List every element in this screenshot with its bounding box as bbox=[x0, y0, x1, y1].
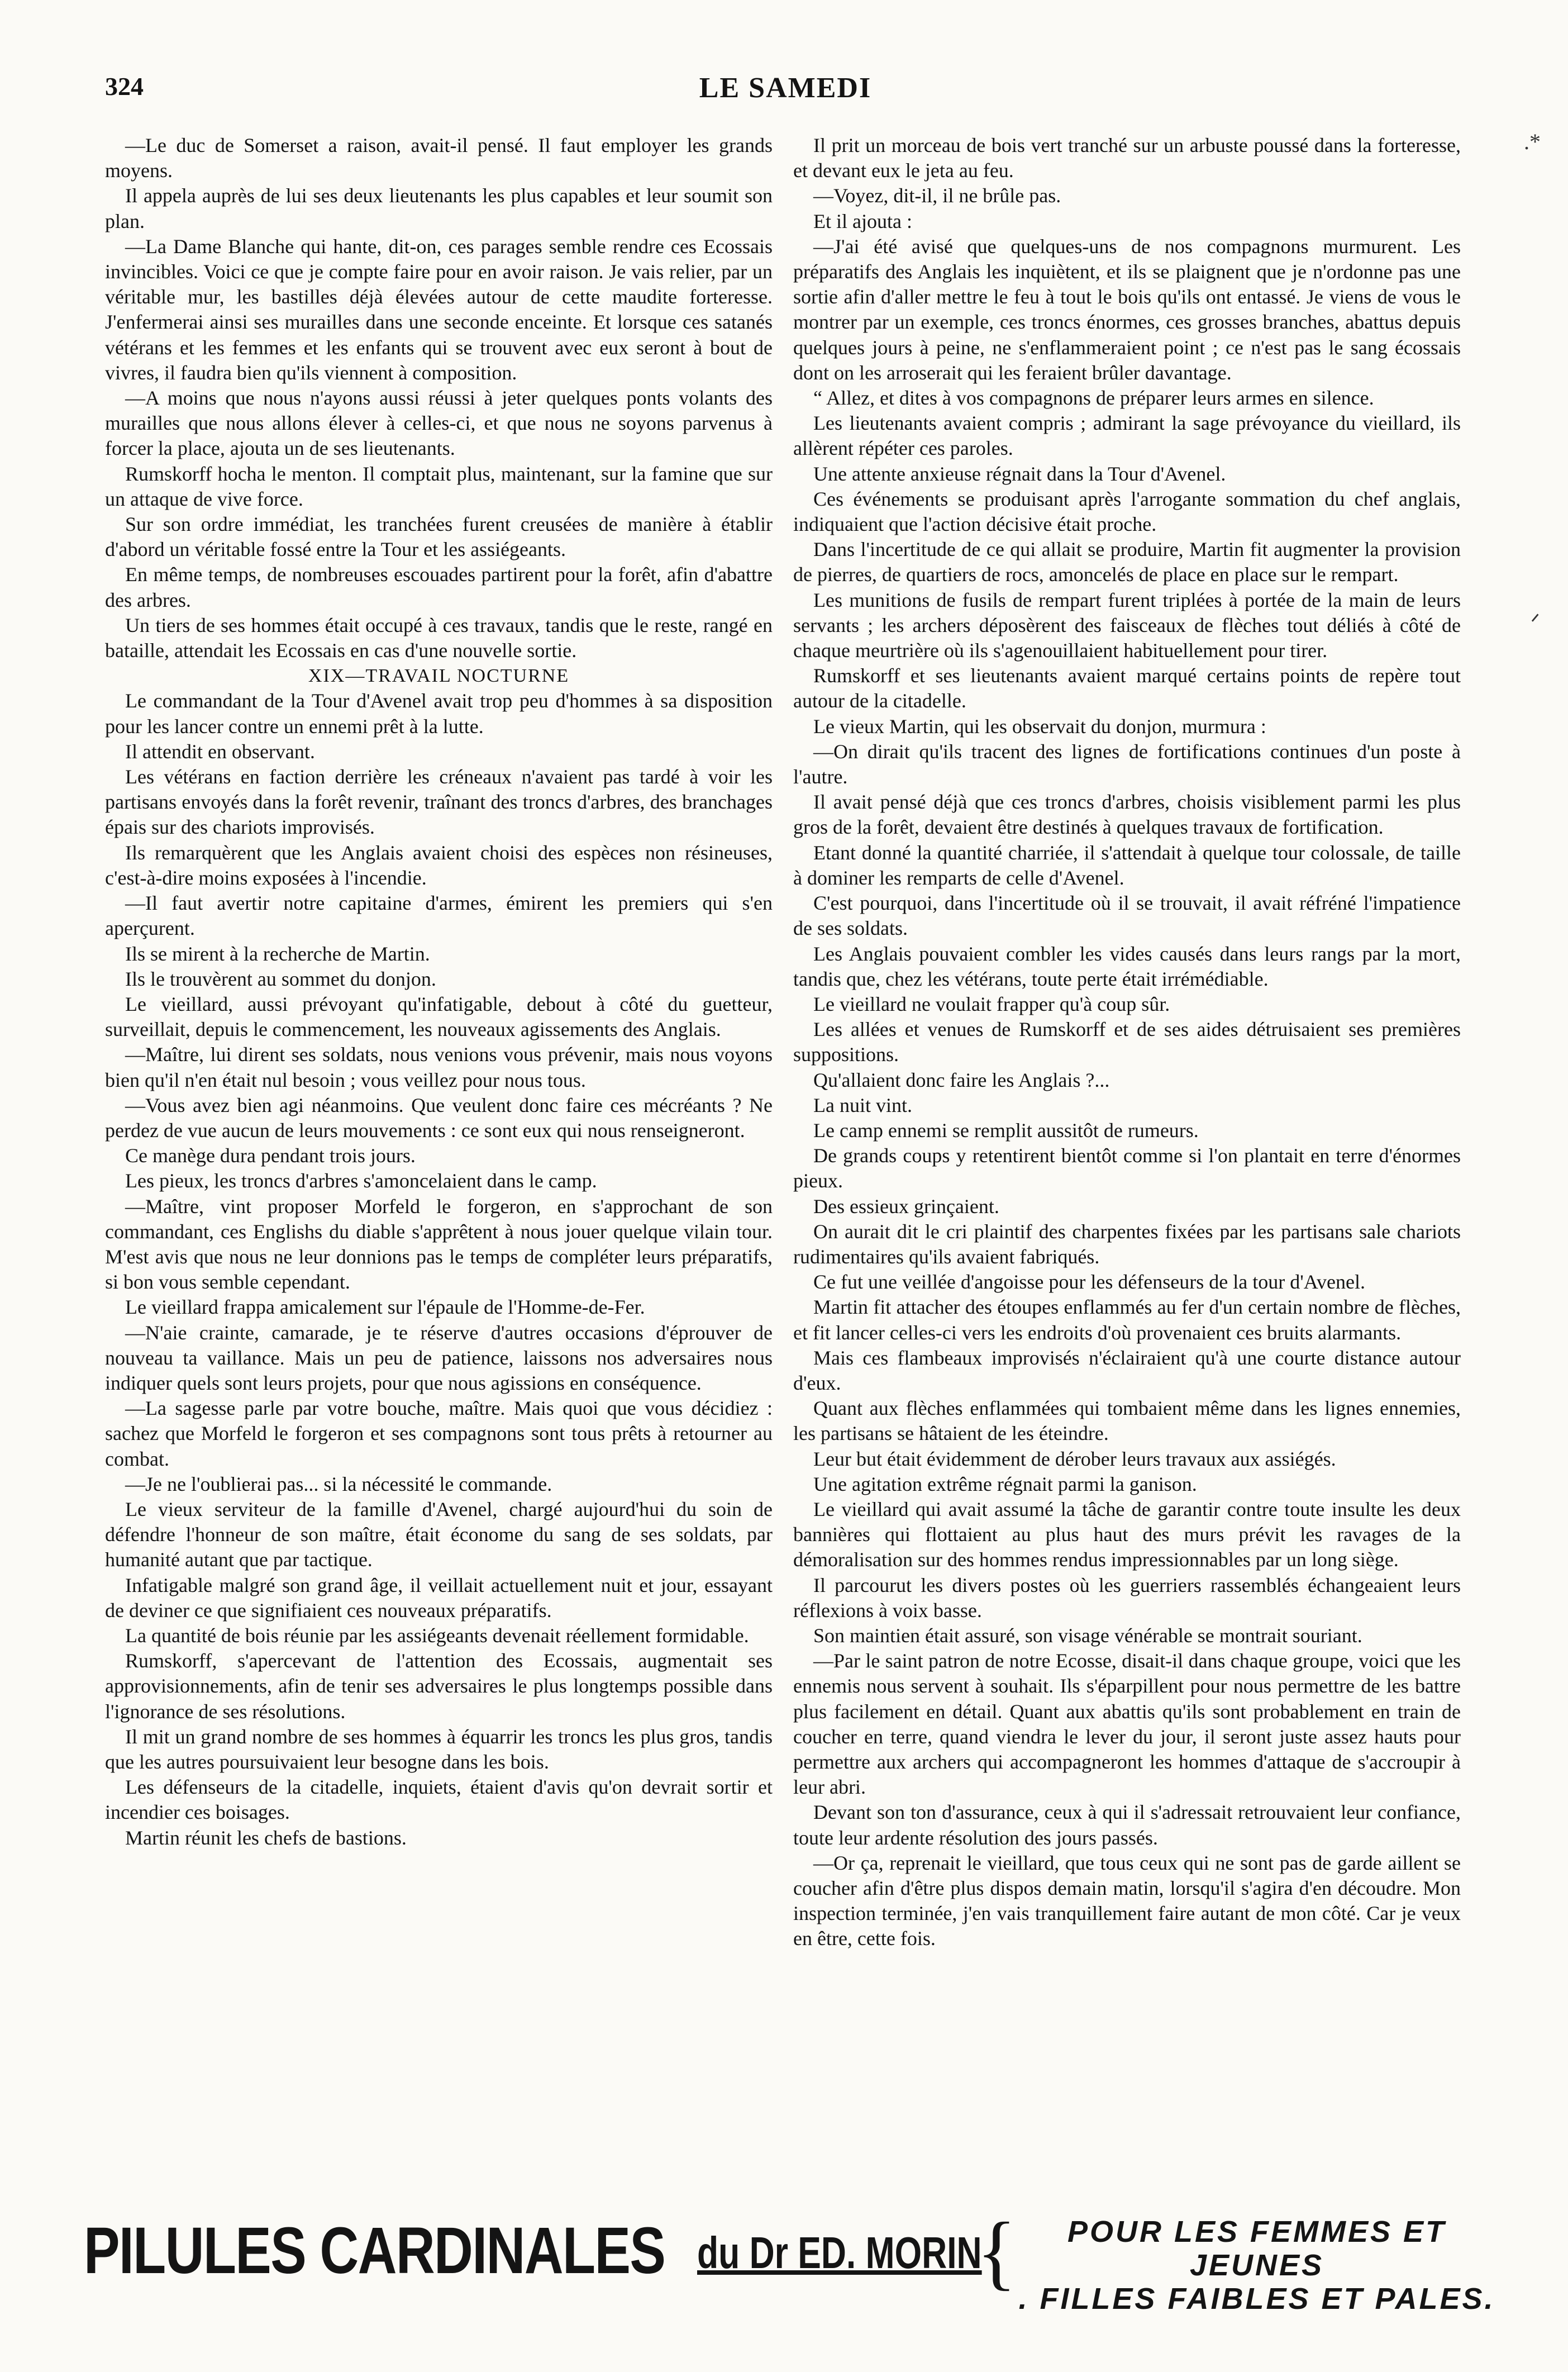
paragraph: Ce fut une veillée d'angoisse pour les défenseurs de la tour d'Avenel. bbox=[813, 1271, 1365, 1294]
paragraph: Sur son ordre immédiat, les tranchées furent creusées de manière à établir d'abord un véritable fossé entre la Tour et les assiégeants. bbox=[105, 513, 773, 561]
paragraph: Les pieux, les troncs d'arbres s'amoncelaient dans le camp. bbox=[125, 1170, 597, 1192]
paragraph: Les allées et venues de Rumskorff et de ses aides détruisaient ses premières suppositions. bbox=[793, 1018, 1461, 1066]
paragraph: Il parcourut les divers postes où les guerriers rassemblés échangeaient leurs réflexions à voix basse. bbox=[793, 1574, 1461, 1622]
paragraph: Rumskorff hocha le menton. Il comptait plus, maintenant, sur la famine que sur un attaque de vive force. bbox=[105, 462, 773, 510]
paragraph: Qu'allaient donc faire les Anglais ?... bbox=[813, 1068, 1110, 1091]
paragraph: Le vieux serviteur de la famille d'Avenel, chargé aujourd'hui du soin de défendre l'honneur de son maître, était économe du sang de ses soldats, par humanité autant que par tactique. bbox=[105, 1498, 773, 1571]
paragraph: Infatigable malgré son grand âge, il veillait actuellement nuit et jour, essayant de deviner ce que signifiaient ces nouveaux préparatifs. bbox=[105, 1574, 773, 1622]
paragraph: Ils remarquèrent que les Anglais avaient choisi des espèces non résineuses, c'est-à-dire moins exposées à l'incendie. bbox=[105, 841, 773, 889]
paragraph: Le commandant de la Tour d'Avenel avait trop peu d'hommes à sa disposition pour les lancer contre un ennemi prêt à la lutte. bbox=[105, 690, 773, 738]
paragraph: Les Anglais pouvaient combler les vides causés dans leurs rangs par la mort, tandis que, chez les vétérans, toute perte était irrémédiable. bbox=[793, 942, 1461, 990]
paragraph: —La Dame Blanche qui hante, dit-on, ces parages semble rendre ces Ecossais invincibles. Voici ce que je compte faire pour en avoir raison. Je vais relier, par un véritable mur, les bastilles déjà élevées autour de cette maudite forteresse. J'enfermerai ainsi ses murailles dans une seconde enceinte. Et lorsque ces satanés vétérans et les femmes et les enfants qui se trouvent avec eux seront à bout de vivres, il faudra bien qu'ils viennent à composition. bbox=[105, 235, 773, 384]
paragraph: —Il faut avertir notre capitaine d'armes, émirent les premiers qui s'en aperçurent. bbox=[105, 892, 773, 940]
margin-mark: .* bbox=[1524, 129, 1541, 154]
paragraph: Rumskorff et ses lieutenants avaient marqué certains points de repère tout autour de la citadelle. bbox=[793, 664, 1461, 712]
paragraph: Mais ces flambeaux improvisés n'éclairaient qu'à une courte distance autour d'eux. bbox=[793, 1346, 1461, 1394]
paragraph: En même temps, de nombreuses escouades partirent pour la forêt, afin d'abattre des arbres. bbox=[105, 563, 773, 611]
paragraph: —N'aie crainte, camarade, je te réserve d'autres occasions d'éprouver de nouveau ta vaillance. Mais un peu de patience, laissons nos adversaires nous indiquer quels sont leurs projets, pour que nous agissions en conséquence. bbox=[105, 1321, 773, 1394]
paragraph: Ces événements se produisant après l'arrogante sommation du chef anglais, indiquaient que l'action décisive était proche. bbox=[793, 487, 1461, 536]
paragraph: On aurait dit le cri plaintif des charpentes fixées par les partisans sale chariots rudimentaires qu'ils avaient fabriqués. bbox=[793, 1220, 1461, 1268]
paragraph: —On dirait qu'ils tracent des lignes de fortifications continues d'un poste à l'autre. bbox=[793, 740, 1461, 788]
paragraph: —Je ne l'oublierai pas... si la nécessité le commande. bbox=[125, 1472, 552, 1495]
paragraph: Il mit un grand nombre de ses hommes à équarrir les troncs les plus gros, tandis que les autres poursuivaient leur besogne dans les bois. bbox=[105, 1725, 773, 1773]
paragraph: —La sagesse parle par votre bouche, maître. Mais quoi que vous décidiez : sachez que Morfeld le forgeron et ses compagnons sont tous prêts à retourner au combat. bbox=[105, 1397, 773, 1470]
margin-mark: ᐟ bbox=[1531, 610, 1540, 635]
paragraph: Il avait pensé déjà que ces troncs d'arbres, choisis visiblement parmi les plus gros de la forêt, devaient être destinés à quelques travaux de fortification. bbox=[793, 791, 1461, 839]
paragraph: Ce manège dura pendant trois jours. bbox=[125, 1144, 416, 1167]
ad-tagline-line-1: POUR LES FEMMES ET JEUNES bbox=[1067, 2215, 1447, 2282]
paragraph: —A moins que nous n'ayons aussi réussi à jeter quelques ponts volants des murailles que nous allons élever à celles-ci, et que nous ne soyons parvenus à forcer la place, ajouta un de ses lieutenants. bbox=[105, 387, 773, 460]
paragraph: Il appela auprès de lui ses deux lieutenants les plus capables et leur soumit son plan. bbox=[105, 184, 773, 232]
ad-maker-name: du Dr ED. MORIN bbox=[697, 2228, 982, 2278]
right-column bbox=[793, 133, 1461, 1952]
page-number: 324 bbox=[105, 72, 144, 101]
paragraph: Martin fit attacher des étoupes enflammés au fer d'un certain nombre de flèches, et fit lancer celles-ci vers les endroits d'où provenaient ces bruits alarmants. bbox=[793, 1296, 1461, 1344]
paragraph: Une agitation extrême régnait parmi la ganison. bbox=[813, 1472, 1197, 1495]
paragraph: De grands coups y retentirent bientôt comme si l'on plantait en terre d'énormes pieux. bbox=[793, 1144, 1461, 1192]
paragraph: Dans l'incertitude de ce qui allait se produire, Martin fit augmenter la provision de pierres, de quartiers de rocs, amoncelés de place en place sur le rempart. bbox=[793, 538, 1461, 586]
paragraph: C'est pourquoi, dans l'incertitude où il se trouvait, il avait réfréné l'impatience de ses soldats. bbox=[793, 892, 1461, 940]
paragraph: Un tiers de ses hommes était occupé à ces travaux, tandis que le reste, rangé en bataille, attendait les Ecossais en cas d'une nouvelle sortie. bbox=[105, 614, 773, 662]
paragraph: Ils se mirent à la recherche de Martin. bbox=[125, 942, 430, 965]
paragraph: Les vétérans en faction derrière les créneaux n'avaient pas tardé à voir les partisans envoyés dans la forêt revenir, traînant des troncs d'arbres, des branchages épais sur des chariots improvisés. bbox=[105, 766, 773, 839]
paragraph: —Voyez, dit-il, il ne brûle pas. bbox=[813, 184, 1061, 207]
paragraph: —Or ça, reprenait le vieillard, que tous ceux qui ne sont pas de garde aillent se coucher afin d'être plus dispos demain matin, lorsqu'il s'agira d'en découdre. Mon inspection terminée, j'en vais tranquillement faire autant de mon côté. Car je veux en être, cette fois. bbox=[793, 1851, 1461, 1950]
paragraph: “ Allez, et dites à vos compagnons de préparer leurs armes en silence. bbox=[813, 387, 1374, 410]
paragraph: Une attente anxieuse régnait dans la Tour d'Avenel. bbox=[813, 462, 1226, 485]
page-header bbox=[105, 72, 1466, 116]
paragraph: Il attendit en observant. bbox=[125, 740, 315, 763]
paragraph: —Le duc de Somerset a raison, avait-il pensé. Il faut employer les grands moyens. bbox=[105, 134, 773, 182]
paragraph: Le vieillard, aussi prévoyant qu'infatigable, debout à côté du guetteur, surveillait, depuis le commencement, les nouveaux agissements des Anglais. bbox=[105, 992, 773, 1041]
paragraph: Le vieux Martin, qui les observait du donjon, murmura : bbox=[813, 715, 1266, 738]
advertisement-banner bbox=[84, 2205, 1503, 2316]
paragraph: Des essieux grinçaient. bbox=[813, 1195, 999, 1218]
paragraph: La nuit vint. bbox=[813, 1094, 912, 1116]
paragraph: Le camp ennemi se remplit aussitôt de rumeurs. bbox=[813, 1119, 1199, 1142]
paragraph: —Maître, lui dirent ses soldats, nous venions vous prévenir, mais nous voyons bien qu'il n'en était nul besoin ; vous veillez pour nous tous. bbox=[105, 1043, 773, 1091]
paragraph: Martin réunit les chefs de bastions. bbox=[125, 1826, 407, 1849]
paragraph: Les lieutenants avaient compris ; admirant la sage prévoyance du vieillard, ils allèrent répéter ces paroles. bbox=[793, 412, 1461, 460]
paragraph: Les défenseurs de la citadelle, inquiets, étaient d'avis qu'on devrait sortir et incendier ces boisages. bbox=[105, 1776, 773, 1824]
left-column bbox=[105, 133, 773, 1851]
paragraph: Il prit un morceau de bois vert tranché sur un arbuste poussé dans la forteresse, et devant eux le jeta au feu. bbox=[793, 134, 1461, 182]
paragraph: Le vieillard qui avait assumé la tâche de garantir contre toute insulte les deux bannières qui flottaient au plus haut des murs prévit les ravages de la démoralisation sur des hommes rendus impressionnables par un long siège. bbox=[793, 1498, 1461, 1571]
paragraph: —Vous avez bien agi néanmoins. Que veulent donc faire ces mécréants ? Ne perdez de vue aucun de leurs mouvements : ce sont eux qui nous renseigneront. bbox=[105, 1094, 773, 1142]
paragraph: —Maître, vint proposer Morfeld le forgeron, en s'approchant de son commandant, ces Englishs du diable s'apprêtent à nous jouer quelque vilain tour. M'est avis que nous ne leur donnions pas le temps de compléter leurs préparatifs, si bon vous semble cependant. bbox=[105, 1195, 773, 1294]
paragraph: Son maintien était assuré, son visage vénérable se montrait souriant. bbox=[813, 1624, 1362, 1647]
paragraph: Ils le trouvèrent au sommet du donjon. bbox=[125, 967, 436, 990]
ad-brace: { bbox=[976, 2205, 1017, 2298]
paragraph: La quantité de bois réunie par les assiégeants devenait réellement formidable. bbox=[125, 1624, 749, 1647]
paragraph: Quant aux flèches enflammées qui tombaient même dans les lignes ennemies, les partisans se hâtaient de les éteindre. bbox=[793, 1397, 1461, 1445]
ad-tagline-line-2: . FILLES FAIBLES ET PALES. bbox=[1018, 2282, 1495, 2316]
ad-tagline bbox=[1011, 2215, 1503, 2316]
paragraph: —J'ai été avisé que quelques-uns de nos compagnons murmurent. Les préparatifs des Anglais les inquiètent, et ils se plaignent que je n'ordonne pas une sortie afin d'aller mettre le feu à tout le bois qu'ils ont entassé. Je viens de vous le montrer par un exemple, ces troncs énormes, ces grosses branches, abattus depuis quelques jours à peine, ne s'enflammeraient point ; ce n'est pas le sang écossais dont on les arroserait qui les feraient brûler davantage. bbox=[793, 235, 1461, 384]
journal-title: LE SAMEDI bbox=[699, 72, 872, 104]
paragraph: Le vieillard ne voulait frapper qu'à coup sûr. bbox=[813, 992, 1170, 1015]
paragraph: —Par le saint patron de notre Ecosse, disait-il dans chaque groupe, voici que les ennemis nous servent à souhait. Ils s'éparpillent pour nous permettre de les battre plus facilement en détail. Quant aux abattis qu'ils sont probablement en train de coucher en terre, quand viendra le lever du jour, il seront juste assez hauts pour permettre aux archers qui accompagneront les hommes d'attaque de s'accroupir à leur abri. bbox=[793, 1650, 1461, 1799]
ad-product-name: PILULES CARDINALES bbox=[84, 2214, 665, 2288]
chapter-heading: XIX—TRAVAIL NOCTURNE bbox=[308, 666, 570, 687]
paragraph: Devant son ton d'assurance, ceux à qui il s'adressait retrouvaient leur confiance, toute leur ardente résolution des jours passés. bbox=[793, 1801, 1461, 1849]
paragraph: Et il ajouta : bbox=[813, 210, 912, 232]
paragraph: Rumskorff, s'apercevant de l'attention des Ecossais, augmentait ses approvisionnements, afin de tenir ses adversaires le plus longtemps possible dans l'ignorance de ses résolutions. bbox=[105, 1650, 773, 1723]
paragraph: Etant donné la quantité charriée, il s'attendait à quelque tour colossale, de taille à dominer les remparts de celle d'Avenel. bbox=[793, 841, 1461, 889]
paragraph: Le vieillard frappa amicalement sur l'épaule de l'Homme-de-Fer. bbox=[125, 1296, 645, 1319]
paragraph: Leur but était évidemment de dérober leurs travaux aux assiégés. bbox=[813, 1447, 1336, 1470]
paragraph: Les munitions de fusils de rempart furent triplées à portée de la main de leurs servants ; les archers déposèrent des faisceaux de flèches tout déliés à côté de chaque meurtrière où ils s'agenouillaient habituellement pour tirer. bbox=[793, 588, 1461, 662]
